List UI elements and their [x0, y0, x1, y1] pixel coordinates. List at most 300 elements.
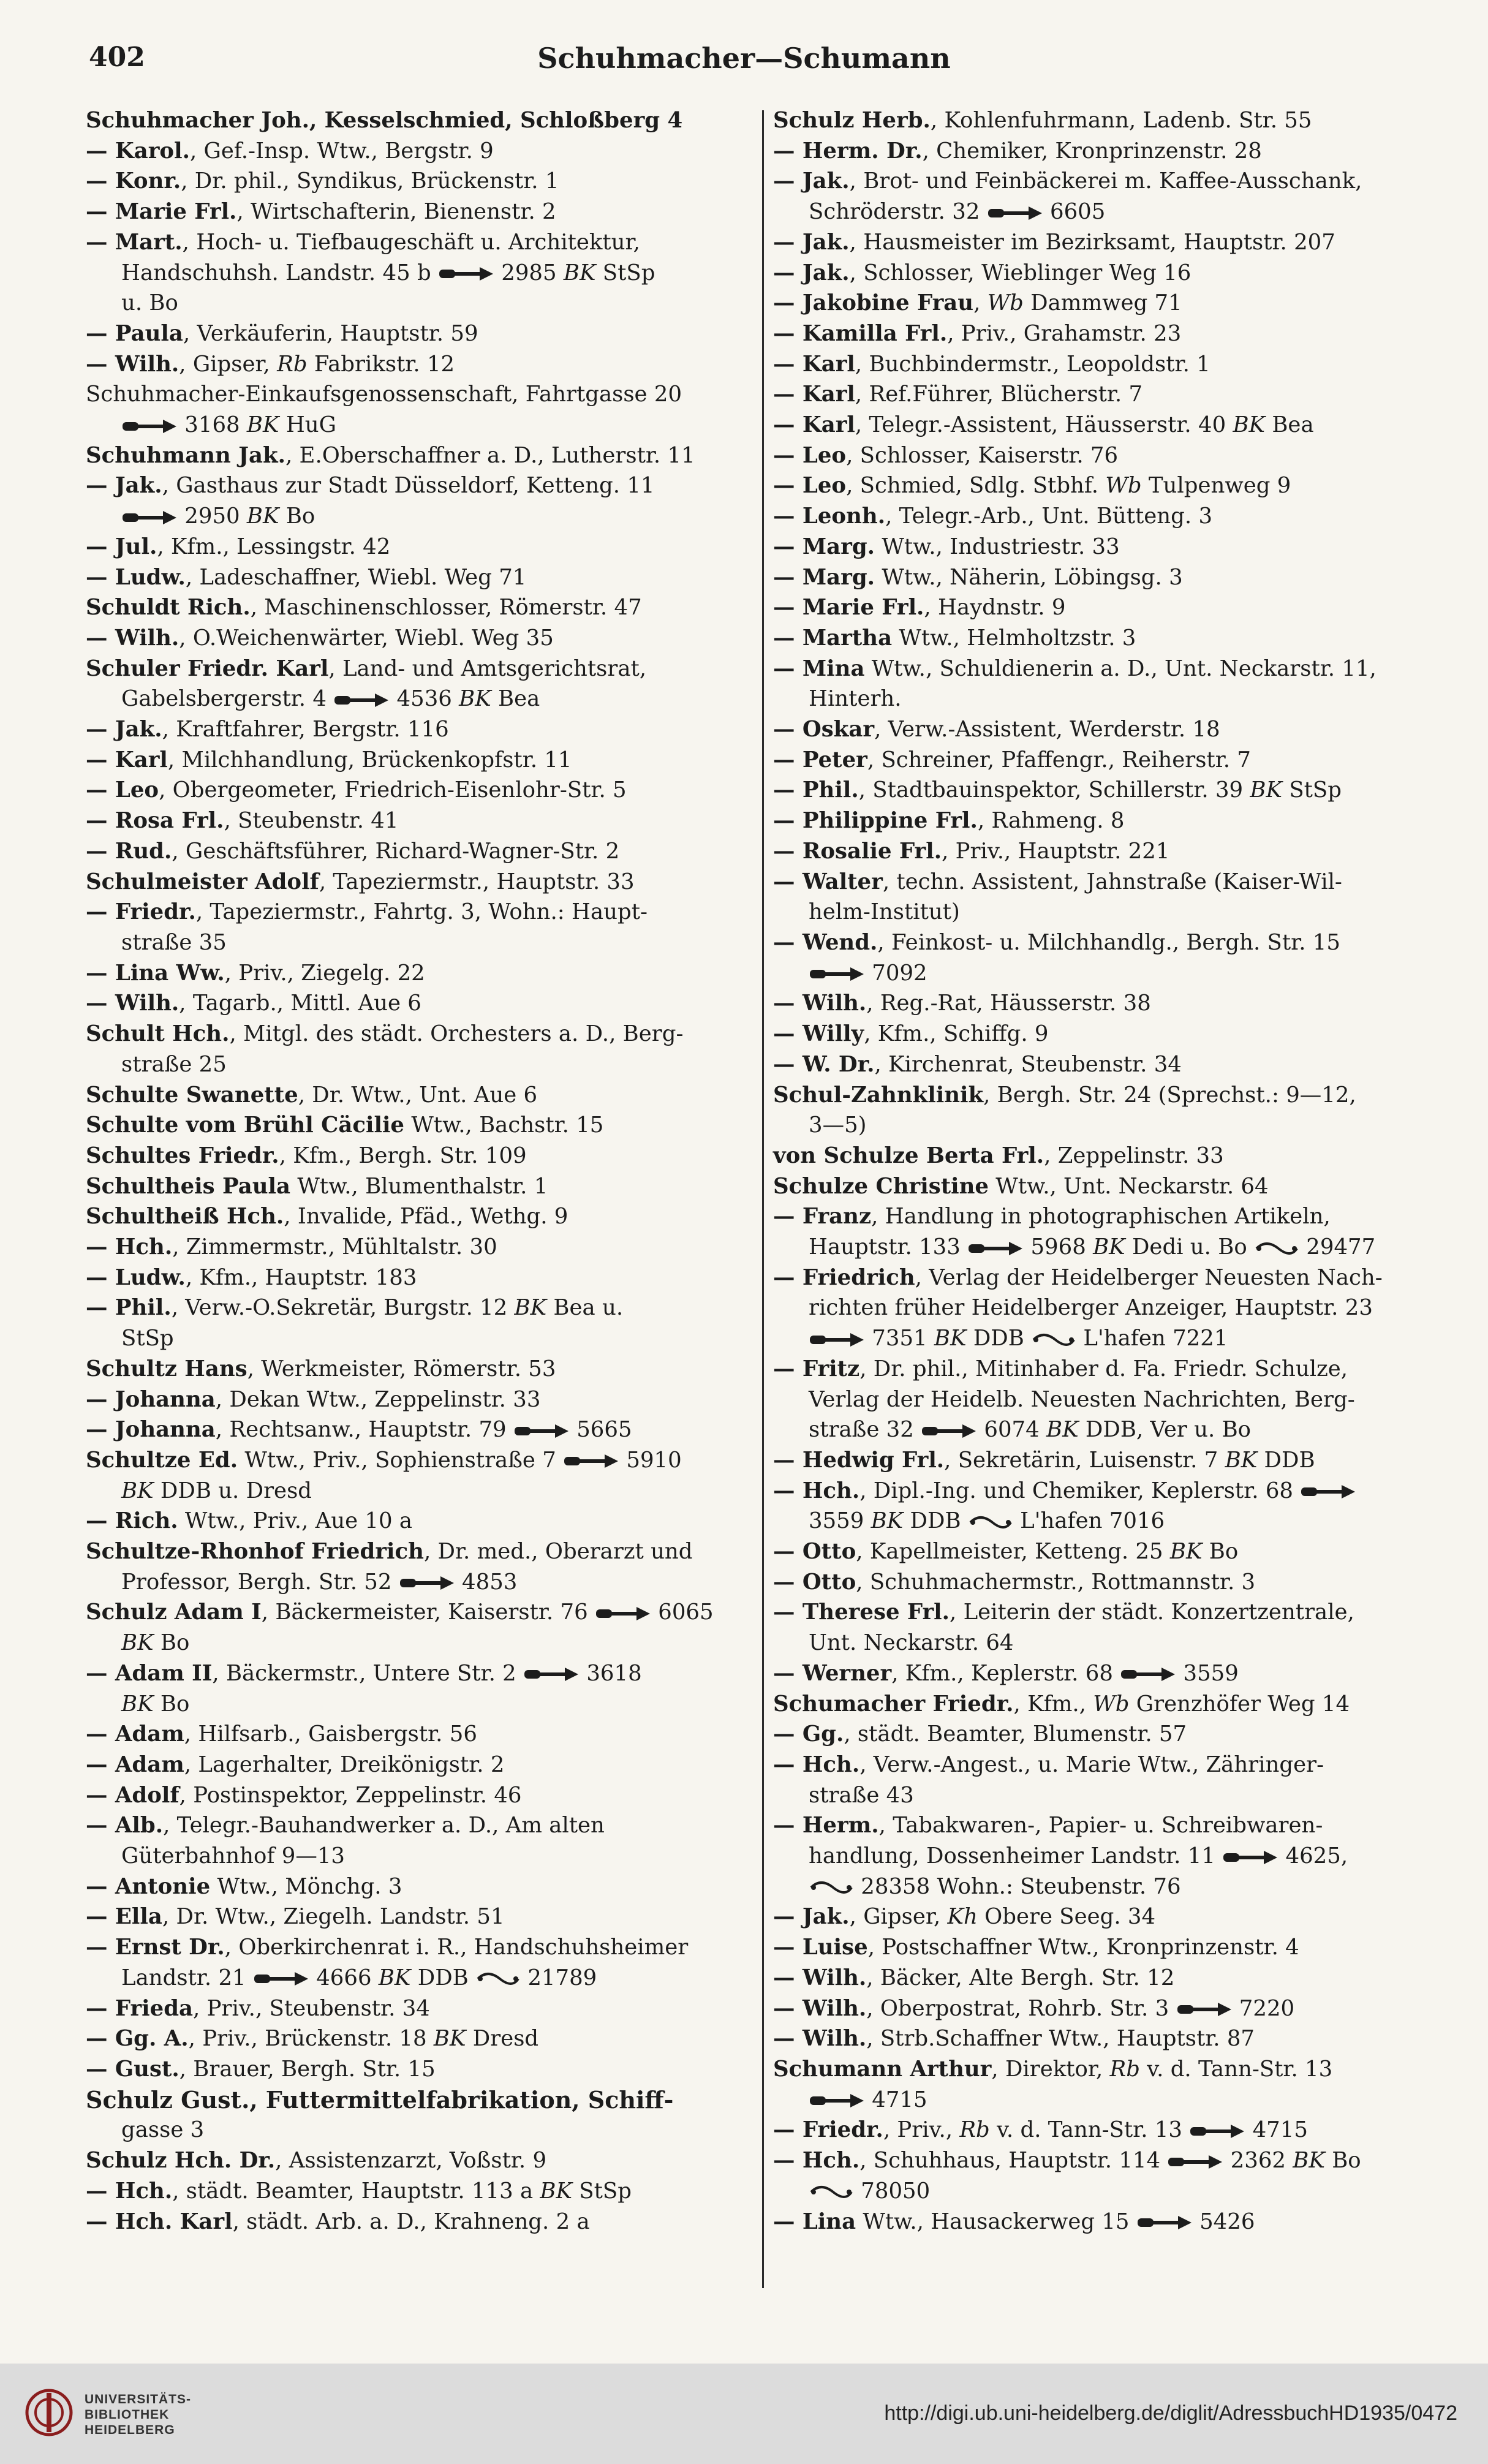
entry-text: helm-Institut) — [809, 899, 960, 925]
entry-text: Professor, Bergh. Str. 52 — [121, 1569, 399, 1595]
entry-name: — Jul. — [86, 534, 157, 559]
entry-text: , Stadtbauinspektor, Schillerstr. 39 — [858, 777, 1250, 803]
entry-text: StSp — [121, 1326, 174, 1351]
directory-entry — [773, 1049, 1444, 1080]
entry-name: von Schulze Berta Frl. — [773, 1143, 1044, 1168]
directory-entry — [773, 806, 1444, 836]
entry-code: BK — [1046, 1417, 1079, 1443]
entry-text: 6605 — [1043, 199, 1106, 225]
directory-entry — [773, 836, 1444, 867]
entry-text: , Schlosser, Kaiserstr. 76 — [846, 442, 1119, 468]
directory-entry — [86, 1354, 753, 1385]
telephone-icon — [1120, 1665, 1176, 1684]
entry-text: , techn. Assistent, Jahnstraße (Kaiser-Wil- — [882, 869, 1342, 894]
entry-name: — Gust. — [86, 2057, 179, 2082]
entry-text: Dammweg 71 — [1023, 290, 1182, 316]
entry-text: , Sekretärin, Luisenstr. 7 — [944, 1447, 1225, 1473]
entry-text: , Mitgl. des städt. Orchesters a. D., Berg- — [229, 1021, 684, 1047]
entry-text: Hinterh. — [809, 686, 902, 712]
entry-text: , Dr. phil., Syndikus, Brückenstr. 1 — [181, 168, 559, 194]
entry-name: — Wilh. — [86, 991, 179, 1016]
directory-entry — [86, 136, 753, 167]
entry-text: , Gasthaus zur Stadt Düsseldorf, Ketteng. 11 — [162, 473, 655, 499]
telephone-icon — [399, 1574, 455, 1592]
entry-name: — Hch. — [773, 1478, 860, 1503]
entry-text: Dedi u. Bo — [1125, 1234, 1254, 1260]
directory-entry — [773, 1141, 1444, 1171]
entry-continuation — [773, 1293, 1444, 1323]
entry-text: , Ref.Führer, Blücherstr. 7 — [855, 382, 1143, 407]
directory-entry — [86, 2085, 753, 2115]
entry-name: — Adam — [86, 1752, 184, 1777]
entry-text: Bea u. — [546, 1295, 624, 1321]
directory-entry — [773, 319, 1444, 349]
directory-entry — [773, 1201, 1444, 1232]
entry-name: — Marg. — [773, 534, 875, 559]
entry-name: — Jakobine Frau — [773, 290, 974, 316]
entry-text: Wtw., Priv., Aue 10 a — [178, 1508, 413, 1534]
entry-name: — Otto — [773, 1569, 856, 1595]
directory-entry — [773, 1171, 1444, 1202]
entry-text: , Telegr.-Arb., Unt. Bütteng. 3 — [885, 504, 1213, 529]
entry-text: Wtw., Priv., Sophienstraße 7 — [238, 1447, 564, 1473]
entry-text: , Milchhandlung, Brückenkopfstr. 11 — [167, 747, 572, 773]
entry-name: — Hch. — [773, 1752, 860, 1777]
directory-entry — [773, 1445, 1444, 1476]
telegraph-icon — [475, 1968, 521, 1990]
entry-code: Rb — [1109, 2057, 1141, 2082]
entry-text: Bea — [1265, 412, 1314, 438]
entry-name: — Antonie — [86, 1873, 211, 1899]
entry-text: , Dr. Wtw., Unt. Aue 6 — [298, 1082, 538, 1108]
entry-text: 2985 — [494, 260, 564, 285]
entry-text: Obere Seeg. 34 — [977, 1904, 1156, 1930]
directory-entry — [86, 1780, 753, 1811]
entry-text: straße 35 — [121, 929, 227, 955]
entry-name: — Rosa Frl. — [86, 808, 224, 834]
library-name-line: BIBLIOTHEK — [85, 2408, 170, 2422]
entry-text: 5426 — [1192, 2209, 1255, 2234]
entry-continuation — [86, 410, 753, 440]
entry-code: BK — [459, 686, 491, 712]
entry-name: Schultze-Rhonhof Friedrich — [86, 1539, 424, 1565]
entry-text: richten früher Heidelberger Anzeiger, Hauptstr. 23 — [809, 1295, 1373, 1321]
telephone-icon — [595, 1604, 651, 1623]
entry-continuation — [86, 1689, 753, 1720]
directory-entry — [86, 1385, 753, 1415]
entry-continuation — [773, 2176, 1444, 2207]
column-divider — [762, 110, 764, 2288]
entry-name: — Friedr. — [773, 2117, 883, 2143]
entry-continuation — [773, 1872, 1444, 1902]
entry-text: straße 25 — [121, 1051, 227, 1077]
telephone-icon — [987, 204, 1043, 222]
entry-text: 7351 — [865, 1326, 934, 1351]
entry-text: 4715 — [1245, 2117, 1308, 2143]
directory-entry — [773, 1932, 1444, 1963]
directory-entry — [773, 1019, 1444, 1049]
source-url[interactable]: http://digi.ub.uni-heidelberg.de/diglit/AdressbuchHD1935/0472 — [884, 2402, 1457, 2425]
entry-text: DDB — [1257, 1447, 1315, 1473]
entry-name: — Hch. — [773, 2148, 860, 2174]
entry-code: Wb — [1105, 473, 1142, 499]
entry-text: 3168 — [178, 412, 247, 438]
entry-continuation — [773, 1323, 1444, 1354]
directory-entry — [773, 532, 1444, 562]
entry-code: BK — [121, 1630, 154, 1656]
directory-entry — [773, 2054, 1444, 2085]
entry-text: v. d. Tann-Str. 13 — [989, 2117, 1190, 2143]
entry-continuation — [86, 1049, 753, 1080]
entry-name: Schuhmacher Joh., Kesselschmied, Schloßberg 4 — [86, 108, 683, 133]
directory-entry — [773, 2024, 1444, 2054]
running-title: Schuhmacher—Schumann — [537, 42, 951, 75]
entry-name: — Lina — [773, 2209, 856, 2234]
entry-text: Wtw., Schuldienerin a. D., Unt. Neckarstr. 11, — [864, 656, 1377, 681]
directory-entry — [86, 1415, 753, 1445]
left-column — [86, 105, 753, 2237]
entry-text: , Schmied, Sdlg. Stbhf. — [846, 473, 1106, 499]
entry-code: BK — [540, 2178, 573, 2204]
telephone-icon — [809, 1331, 865, 1349]
entry-continuation — [773, 684, 1444, 714]
entry-text: , Oberpostrat, Rohrb. Str. 3 — [866, 1995, 1176, 2021]
directory-entry — [86, 1263, 753, 1293]
directory-entry — [86, 592, 753, 623]
directory-entry — [86, 166, 753, 197]
entry-name: — Marie Frl. — [86, 199, 237, 225]
entry-name: — Leo — [773, 473, 847, 499]
directory-entry — [86, 1536, 753, 1567]
directory-entry — [773, 1902, 1444, 1932]
entry-text: 4853 — [455, 1569, 518, 1595]
entry-code: BK — [378, 1965, 411, 1990]
entry-text: , Kfm., Schiffg. 9 — [864, 1021, 1049, 1047]
entry-name: — Philippine Frl. — [773, 808, 978, 834]
entry-text: , Kohlenfuhrmann, Ladenb. Str. 55 — [930, 108, 1312, 133]
directory-entry — [773, 288, 1444, 319]
entry-text: , Verkäuferin, Hauptstr. 59 — [183, 320, 478, 346]
entry-text: , Tagarb., Mittl. Aue 6 — [179, 991, 421, 1016]
entry-text: Dresd — [466, 2026, 539, 2052]
entry-text: , Assistenzarzt, Voßstr. 9 — [275, 2148, 547, 2174]
entry-text: 5665 — [569, 1417, 632, 1443]
entry-code: BK — [563, 260, 596, 285]
entry-code: BK — [1093, 1234, 1125, 1260]
directory-entry — [86, 1110, 753, 1141]
telephone-icon — [513, 1422, 570, 1440]
telegraph-icon — [968, 1511, 1013, 1533]
entry-text: , Leiterin der städt. Konzertzentrale, — [950, 1600, 1354, 1625]
directory-entry — [773, 2145, 1444, 2176]
entry-name: Schultheis Paula — [86, 1173, 291, 1199]
telephone-icon — [809, 2092, 865, 2110]
directory-entry — [86, 623, 753, 654]
directory-entry — [773, 654, 1444, 684]
entry-name: Schuhmann Jak. — [86, 442, 285, 468]
entry-name: — Wilh. — [773, 1965, 867, 1990]
telephone-icon — [921, 1422, 977, 1440]
directory-entry — [86, 1293, 753, 1323]
directory-entry — [773, 928, 1444, 958]
entry-text: , Hilfsarb., Gaisbergstr. 56 — [184, 1721, 477, 1747]
entry-text: 3—5) — [809, 1113, 867, 1138]
directory-entry — [773, 1476, 1444, 1506]
telephone-icon — [333, 691, 390, 709]
entry-text: Güterbahnhof 9—13 — [121, 1843, 346, 1869]
directory-entry — [86, 2024, 753, 2054]
entry-text: , Schuhhaus, Hauptstr. 114 — [859, 2148, 1168, 2174]
entry-text: Wtw., Hausackerweg 15 — [856, 2209, 1136, 2234]
entry-text: , Priv., Ziegelg. 22 — [224, 960, 425, 986]
entry-text: u. Bo — [121, 290, 178, 316]
entry-text: , Lagerhalter, Dreikönigstr. 2 — [184, 1752, 505, 1777]
telegraph-icon — [809, 2181, 854, 2203]
entry-continuation — [86, 501, 753, 532]
entry-text: , Wirtschafterin, Bienenstr. 2 — [236, 199, 556, 225]
directory-entry — [773, 867, 1444, 898]
entry-name: — Karl — [773, 351, 855, 377]
directory-entry — [86, 471, 753, 501]
entry-name: — Phil. — [86, 1295, 172, 1321]
directory-entry — [86, 806, 753, 836]
entry-text: , Kfm., — [1013, 1691, 1093, 1717]
entry-name: Schulz Herb. — [773, 108, 931, 133]
entry-name: — Hedwig Frl. — [773, 1447, 945, 1473]
directory-entry — [86, 1232, 753, 1263]
entry-text: , Schlosser, Wieblinger Weg 16 — [849, 260, 1192, 285]
entry-text: Wtw., Bachstr. 15 — [404, 1113, 604, 1138]
telephone-icon — [121, 508, 178, 527]
directory-entry — [86, 1506, 753, 1536]
entry-continuation — [86, 1963, 753, 1993]
directory-entry — [773, 1689, 1444, 1720]
entry-text: , Bäcker, Alte Bergh. Str. 12 — [866, 1965, 1175, 1990]
entry-text: 5968 — [1024, 1234, 1093, 1260]
directory-entry — [86, 1750, 753, 1780]
directory-entry — [773, 1963, 1444, 1993]
entry-name: — Jak. — [773, 1904, 850, 1930]
entry-text: , Kraftfahrer, Bergstr. 116 — [162, 717, 449, 743]
page-number: 402 — [89, 42, 145, 73]
entry-name: Schultes Friedr. — [86, 1143, 279, 1168]
entry-text: Grenzhöfer Weg 14 — [1129, 1691, 1350, 1717]
entry-name: — Mina — [773, 656, 865, 681]
directory-entry — [86, 867, 753, 898]
entry-text: , Rechtsanw., Hauptstr. 79 — [215, 1417, 513, 1443]
entry-text: , Schreiner, Pfaffengr., Reiherstr. 7 — [867, 747, 1251, 773]
entry-name: — Adam II — [86, 1660, 213, 1686]
entry-continuation — [773, 1628, 1444, 1658]
entry-text: , Haydnstr. 9 — [924, 595, 1066, 621]
entry-name: — Wilh. — [86, 351, 179, 377]
directory-entry — [86, 654, 753, 684]
entry-name: — Frieda — [86, 1995, 194, 2021]
entry-text: 4625, — [1278, 1843, 1348, 1869]
directory-entry — [773, 988, 1444, 1019]
entry-text: , Priv., Brückenstr. 18 — [188, 2026, 434, 2052]
telephone-icon — [1222, 1848, 1278, 1867]
entry-name: — Wilh. — [773, 991, 867, 1016]
entry-name: — Hch. — [86, 2178, 173, 2204]
entry-name: Schultze Ed. — [86, 1447, 238, 1473]
entry-text: , Geschäftsführer, Richard-Wagner-Str. 2 — [172, 838, 620, 864]
telephone-icon — [1300, 1483, 1356, 1501]
directory-entry — [773, 379, 1444, 410]
entry-text: DDB — [410, 1965, 476, 1990]
entry-text: , Reg.-Rat, Häusserstr. 38 — [866, 991, 1151, 1016]
entry-text: handlung, Dossenheimer Landstr. 11 — [809, 1843, 1223, 1869]
entry-name: — Rud. — [86, 838, 172, 864]
entry-text: Schröderstr. 32 — [809, 199, 987, 225]
entry-text: , Chemiker, Kronprinzenstr. 28 — [922, 138, 1262, 164]
entry-text: , Postinspektor, Zeppelinstr. 46 — [179, 1782, 522, 1808]
entry-text: , Invalide, Pfäd., Wethg. 9 — [284, 1204, 568, 1230]
entry-code: Rb — [277, 351, 308, 377]
entry-text: straße 43 — [809, 1782, 914, 1808]
entry-code: Kh — [947, 1904, 978, 1930]
entry-name: — Otto — [773, 1539, 856, 1565]
entry-continuation — [773, 1415, 1444, 1445]
entry-name: — Franz — [773, 1204, 872, 1230]
directory-entry — [773, 1080, 1444, 1111]
entry-text: DDB — [903, 1508, 968, 1534]
entry-text: Wtw., Helmholtzstr. 3 — [892, 625, 1136, 651]
entry-name: — Herm. — [773, 1813, 879, 1839]
entry-code: BK — [1250, 777, 1283, 803]
entry-text: , Priv., Grahamstr. 23 — [947, 320, 1182, 346]
entry-name: Schulze Christine — [773, 1173, 989, 1199]
directory-entry — [86, 1597, 753, 1628]
entry-continuation — [773, 958, 1444, 989]
entry-text: Gabelsbergerstr. 4 — [121, 686, 334, 712]
directory-entry — [773, 623, 1444, 654]
entry-name: — Martha — [773, 625, 893, 651]
entry-text: , Maschinenschlosser, Römerstr. 47 — [250, 595, 642, 621]
entry-name: — Jak. — [773, 168, 850, 194]
entry-name: — Therese Frl. — [773, 1600, 950, 1625]
entry-name: — Gg. — [773, 1721, 844, 1747]
entry-name: — Werner — [773, 1660, 892, 1686]
entry-text: 3559 — [809, 1508, 871, 1534]
telephone-icon — [563, 1452, 619, 1470]
entry-name: — Karl — [773, 382, 855, 407]
directory-entry — [773, 2115, 1444, 2145]
entry-text: StSp — [595, 260, 655, 285]
entry-text: Landstr. 21 — [121, 1965, 253, 1990]
entry-name: — Wilh. — [86, 625, 179, 651]
entry-text: , Dr. Wtw., Ziegelh. Landstr. 51 — [162, 1904, 505, 1930]
entry-name: — Adolf — [86, 1782, 179, 1808]
directory-entry — [86, 197, 753, 227]
entry-continuation — [773, 1385, 1444, 1415]
entry-text: , Dr. med., Oberarzt und — [423, 1539, 693, 1565]
entry-text: , Brauer, Bergh. Str. 15 — [179, 2057, 436, 2082]
entry-continuation — [773, 1506, 1444, 1536]
directory-entry — [86, 440, 753, 471]
telephone-icon — [809, 965, 865, 983]
entry-text: , Obergeometer, Friedrich-Eisenlohr-Str. 5 — [159, 777, 627, 803]
entry-text: , Verw.-Assistent, Werderstr. 18 — [874, 717, 1220, 743]
entry-text: 7092 — [865, 960, 927, 986]
entry-text: v. d. Tann-Str. 13 — [1140, 2057, 1333, 2082]
directory-entry — [86, 1872, 753, 1902]
entry-text: , städt. Beamter, Blumenstr. 57 — [844, 1721, 1187, 1747]
entry-text: Hauptstr. 133 — [809, 1234, 968, 1260]
entry-name: — Ernst Dr. — [86, 1935, 225, 1960]
entry-continuation — [86, 1628, 753, 1658]
directory-entry — [86, 1445, 753, 1476]
entry-name: — Phil. — [773, 777, 859, 803]
entry-text: , Kfm., Lessingstr. 42 — [157, 534, 391, 559]
directory-entry — [773, 501, 1444, 532]
directory-entry — [86, 2054, 753, 2085]
right-column — [773, 105, 1444, 2237]
telegraph-icon — [1031, 1329, 1076, 1351]
entry-text: , Feinkost- u. Milchhandlg., Bergh. Str. 15 — [877, 929, 1340, 955]
entry-text: , Direktor, — [991, 2057, 1110, 2082]
entry-text: , Gipser, — [179, 351, 278, 377]
entry-text: , Gef.-Insp. Wtw., Bergstr. 9 — [189, 138, 494, 164]
entry-name: — Ludw. — [86, 564, 186, 590]
entry-text: StSp — [1282, 777, 1342, 803]
directory-entry — [773, 745, 1444, 776]
entry-text: , Kirchenrat, Steubenstr. 34 — [874, 1051, 1182, 1077]
entry-name: Schumann Arthur — [773, 2057, 992, 2082]
entry-text: , O.Weichenwärter, Wiebl. Weg 35 — [179, 625, 554, 651]
directory-entry — [86, 775, 753, 806]
directory-entry — [773, 562, 1444, 593]
entry-continuation — [773, 1841, 1444, 1872]
entry-continuation — [86, 1841, 753, 1872]
entry-continuation — [86, 1323, 753, 1354]
directory-entry — [773, 1597, 1444, 1628]
entry-text: 29477 — [1299, 1234, 1376, 1260]
directory-entry — [773, 1658, 1444, 1689]
entry-text: Wtw., Industriestr. 33 — [875, 534, 1120, 559]
entry-name: — Leo — [86, 777, 159, 803]
telephone-icon — [1136, 2213, 1193, 2232]
entry-continuation — [773, 2085, 1444, 2115]
entry-name: — Lina Ww. — [86, 960, 225, 986]
library-logo-icon — [25, 2388, 74, 2437]
entry-continuation — [773, 1110, 1444, 1141]
entry-continuation — [773, 1232, 1444, 1263]
entry-code: BK — [246, 412, 279, 438]
entry-name: — Friedrich — [773, 1264, 915, 1290]
entry-text: , — [973, 290, 988, 316]
entry-name: Schumacher Friedr. — [773, 1691, 1014, 1717]
entry-continuation — [86, 684, 753, 714]
entry-name: — Oskar — [773, 717, 875, 743]
directory-entry — [86, 1810, 753, 1841]
entry-text: StSp — [572, 2178, 632, 2204]
telegraph-icon — [1254, 1238, 1299, 1260]
telephone-icon — [438, 265, 494, 283]
directory-entry — [86, 836, 753, 867]
entry-name: — Jak. — [773, 260, 850, 285]
entry-code: BK — [246, 504, 279, 529]
directory-entry — [773, 349, 1444, 380]
entry-text: , Priv., — [883, 2117, 960, 2143]
entry-text: 5910 — [619, 1447, 682, 1473]
directory-entry — [86, 1080, 753, 1111]
entry-text: gasse 3 — [121, 2117, 205, 2143]
entry-text: Bo — [1324, 2148, 1361, 2174]
entry-text: 7220 — [1232, 1995, 1295, 2021]
entry-text: Tulpenweg 9 — [1141, 473, 1291, 499]
entry-name: Schulte Swanette — [86, 1082, 298, 1108]
